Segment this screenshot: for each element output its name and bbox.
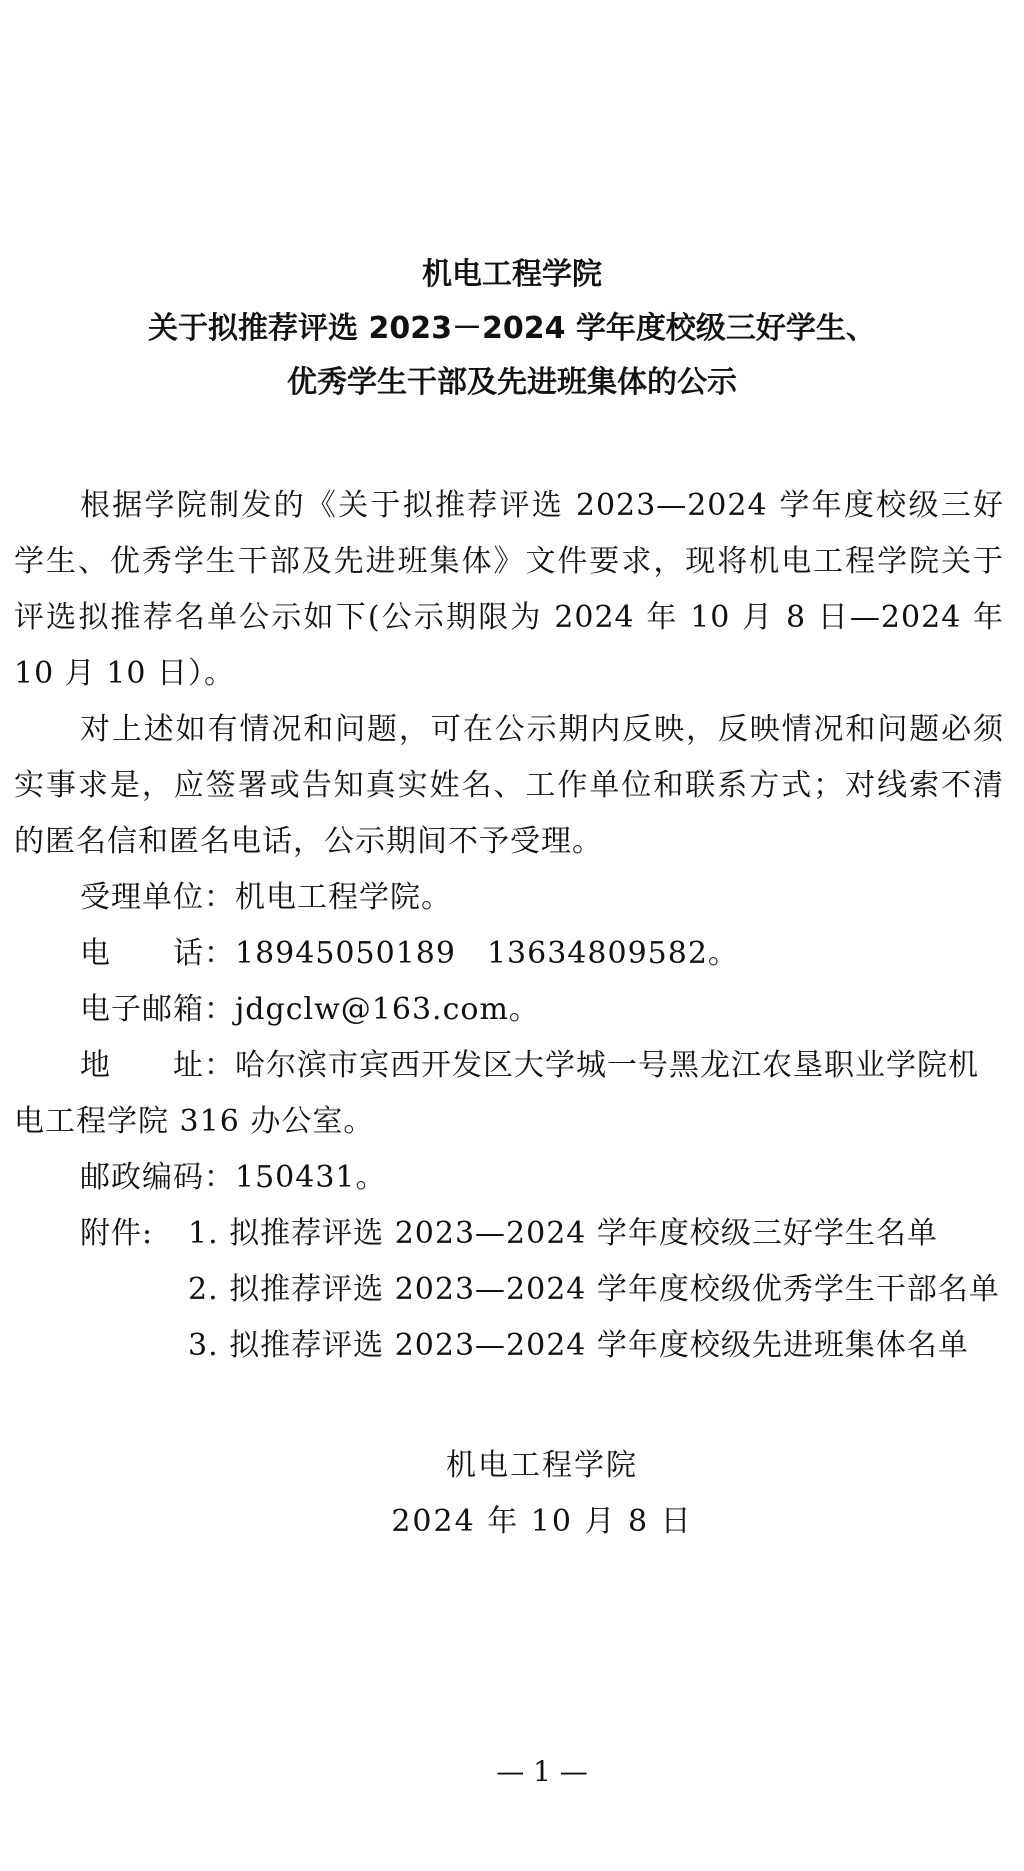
signature-org: 机电工程学院 xyxy=(446,1448,638,1483)
attachment-row-2 xyxy=(14,1262,1004,1318)
title-line-1: 机电工程学院 xyxy=(422,257,602,292)
contact-address: 地 址：哈尔滨市宾西开发区大学城一号黑龙江农垦职业学院机电工程学院 316 办公室。 xyxy=(14,1048,979,1139)
paragraph-feedback: 对上述如有情况和问题，可在公示期内反映，反映情况和问题必须实事求是，应签署或告知真实姓名、工作单位和联系方式；对线索不清的匿名信和匿名电话，公示期间不予受理。 xyxy=(14,712,1004,859)
attachment-indent xyxy=(14,1318,188,1374)
title-line-2: 关于拟推荐评选 2023－2024 学年度校级三好学生、 xyxy=(148,311,876,346)
document-body xyxy=(14,478,1004,1374)
paragraph-announcement: 根据学院制发的《关于拟推荐评选 2023—2024 学年度校级三好学生、优秀学生干部及先进班集体》文件要求，现将机电工程学院关于评选拟推荐名单公示如下(公示期限为 2024 年 10 月 8 日—2024 年 10 月 10 日）。 xyxy=(14,488,1004,691)
contact-unit: 受理单位：机电工程学院。 xyxy=(80,880,452,915)
document-title xyxy=(0,248,1024,410)
contact-phone: 电 话：18945050189 13634809582。 xyxy=(80,936,739,971)
attachment-item: 3. 拟推荐评选 2023—2024 学年度校级先进班集体名单 xyxy=(188,1328,969,1363)
attachment-item: 1. 拟推荐评选 2023—2024 学年度校级三好学生名单 xyxy=(188,1216,938,1251)
attachment-indent xyxy=(14,1262,188,1318)
contact-postcode: 邮政编码：150431。 xyxy=(80,1160,387,1195)
signature-date: 2024 年 10 月 8 日 xyxy=(391,1504,693,1539)
attachment-row-3 xyxy=(14,1318,1004,1374)
contact-email: 电子邮箱：jdgclw@163.com。 xyxy=(80,992,540,1027)
attachment-item: 2. 拟推荐评选 2023—2024 学年度校级优秀学生干部名单 xyxy=(188,1272,1000,1307)
attachments-label: 附件: xyxy=(80,1216,154,1251)
page-number: — 1 — xyxy=(496,1755,588,1788)
title-line-3: 优秀学生干部及先进班集体的公示 xyxy=(287,365,737,400)
attachment-row-1 xyxy=(14,1206,1004,1262)
signature-block xyxy=(0,1438,1024,1550)
